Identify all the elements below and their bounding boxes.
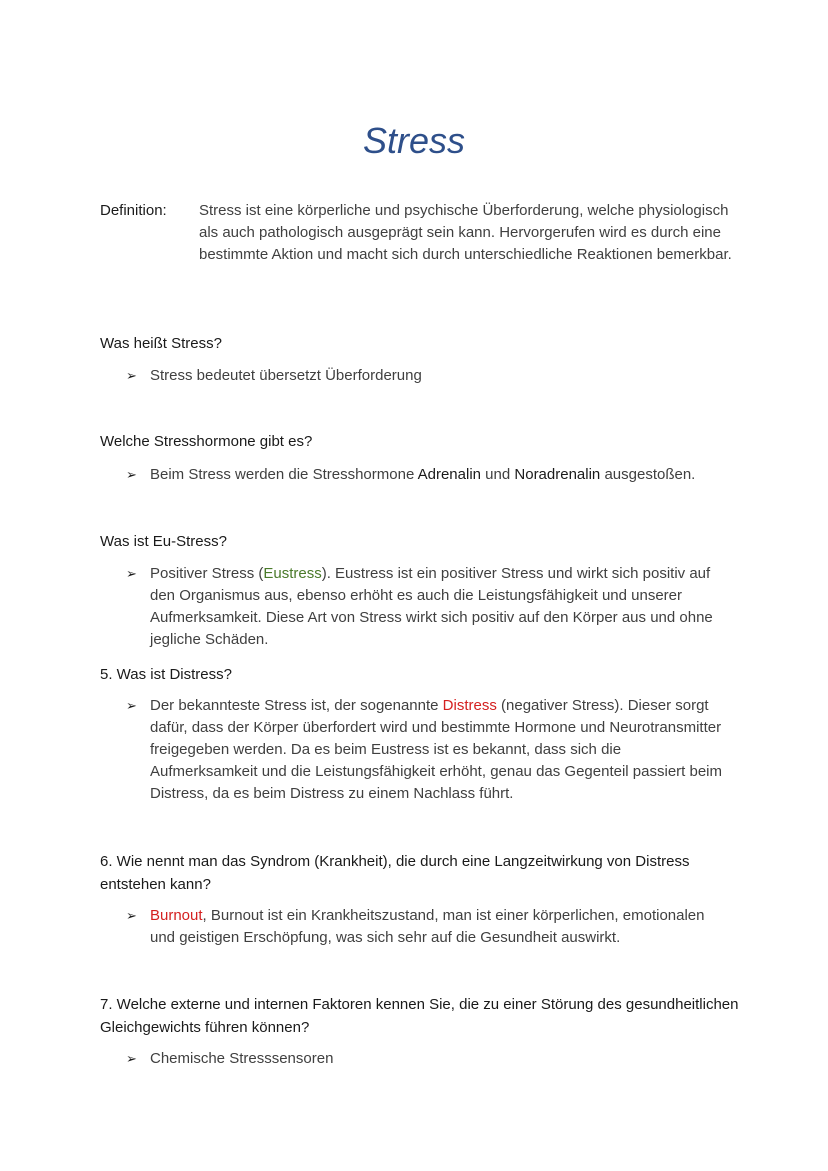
answer-item bbox=[126, 695, 726, 805]
answer-text: Der bekannteste Stress ist, der sogenannte Distress (negativer Stress). Dieser sorgt dafür, dass der Körper überfordert wird und bestimmte Hormone und Neurotransmitter freigegeben werden. Da es beim Eustress ist es bekannt, dass sich die Aufmerksamkeit und die Leistungsfähigkeit erhöht, genau das Gegenteil passiert beim Distress, da es beim Distress zu einem Nachlass führt. bbox=[150, 697, 722, 802]
question-heading: 6. Wie nennt man das Syndrom (Krankheit), die durch eine Langzeitwirkung von Distress entstehen kann? bbox=[100, 853, 690, 893]
arrow-bullet-icon: ➢ bbox=[126, 698, 137, 713]
question-heading: 5. Was ist Distress? bbox=[100, 666, 232, 683]
answer-item bbox=[126, 1048, 726, 1070]
hormone-adrenalin: Adrenalin bbox=[417, 466, 482, 483]
answer-text: Positiver Stress (Eustress). Eustress ist ein positiver Stress und wirkt sich positiv auf den Organismus aus, ebenso erhöht es auch die Leistungsfähigkeit und unserer Aufmerksamkeit. Diese Art von Stress wirkt sich positiv auf den Körper aus und ohne jegliche Schäden. bbox=[150, 565, 713, 648]
arrow-bullet-icon: ➢ bbox=[126, 566, 137, 581]
definition-label: Definition: bbox=[100, 202, 167, 219]
question-heading: Was ist Eu-Stress? bbox=[100, 533, 227, 550]
distress-highlight: Distress bbox=[442, 697, 497, 714]
answer-item bbox=[126, 365, 726, 387]
definition-text: Stress ist eine körperliche und psychische Überforderung, welche physiologisch als auch pathologisch ausgeprägt sein kann. Hervorgerufen wird es durch eine bestimmte Aktion und macht sich durch unterschiedliche Reaktionen bemerkbar. bbox=[199, 202, 732, 263]
answer-text: Stress bedeutet übersetzt Überforderung bbox=[150, 367, 422, 384]
answer-text: Beim Stress werden die Stresshormone Adrenalin und Noradrenalin ausgestoßen. bbox=[150, 466, 696, 483]
answer-item bbox=[126, 563, 726, 651]
question-heading: 7. Welche externe und internen Faktoren kennen Sie, die zu einer Störung des gesundheitlichen Gleichgewichts führen können? bbox=[100, 996, 739, 1036]
arrow-bullet-icon: ➢ bbox=[126, 467, 137, 482]
arrow-bullet-icon: ➢ bbox=[126, 368, 137, 383]
answer-item bbox=[126, 464, 726, 486]
eustress-highlight: Eustress bbox=[263, 565, 322, 582]
arrow-bullet-icon: ➢ bbox=[126, 908, 137, 923]
arrow-bullet-icon: ➢ bbox=[126, 1051, 137, 1066]
page-title: Stress bbox=[362, 120, 466, 161]
answer-item bbox=[126, 905, 726, 949]
hormone-noradrenalin: Noradrenalin bbox=[514, 466, 601, 483]
burnout-highlight: Burnout bbox=[150, 907, 203, 924]
question-heading: Was heißt Stress? bbox=[100, 335, 222, 352]
answer-text: Chemische Stresssensoren bbox=[150, 1050, 334, 1067]
answer-text: Burnout, Burnout ist ein Krankheitszustand, man ist einer körperlichen, emotionalen und geistigen Erschöpfung, was sich sehr auf die Gesundheit auswirkt. bbox=[150, 907, 705, 946]
question-heading: Welche Stresshormone gibt es? bbox=[100, 433, 313, 450]
